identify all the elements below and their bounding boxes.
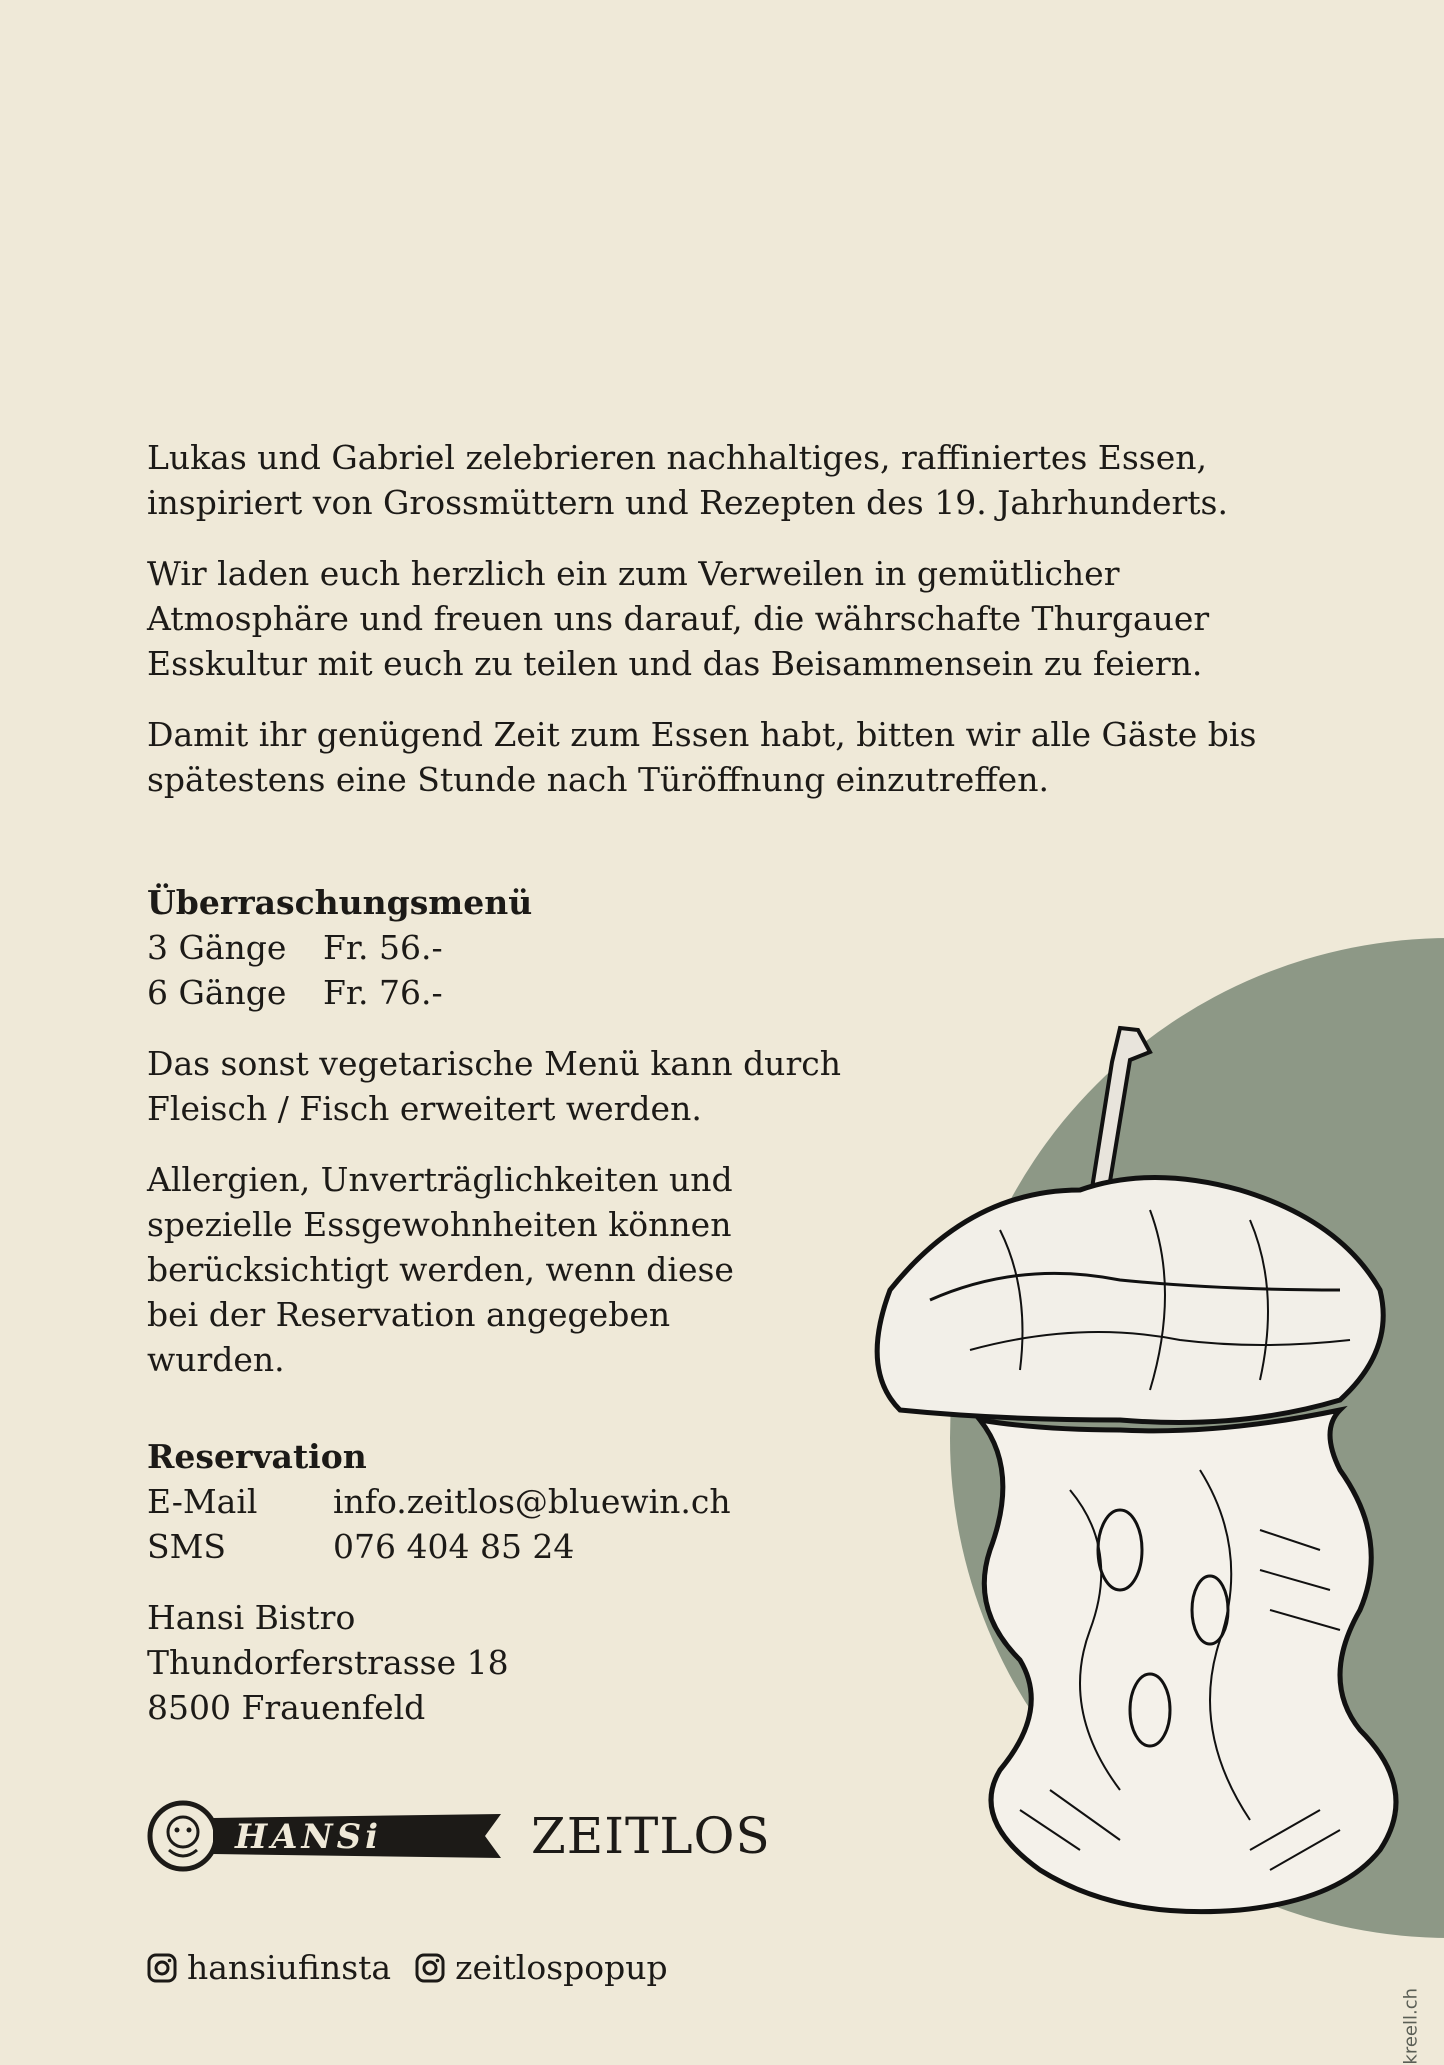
zeitlos-wordmark: ZEITLOS <box>531 1807 771 1865</box>
page-content <box>147 435 1327 1730</box>
email-label: E-Mail <box>147 1482 258 1521</box>
sms-row <box>147 1524 907 1569</box>
instagram-icon <box>415 1953 445 1983</box>
menu-price: Fr. 76.- <box>323 973 443 1012</box>
menu-option <box>147 970 907 1015</box>
sms-number[interactable]: 076 404 85 24 <box>333 1527 575 1566</box>
reservation-section <box>147 1434 907 1730</box>
social-handle-hansi[interactable] <box>147 1948 391 1987</box>
hansi-logo <box>147 1800 501 1872</box>
instagram-icon <box>147 1953 177 1983</box>
social-handle-zeitlos[interactable] <box>415 1948 668 1987</box>
social-handle-text: zeitlospopup <box>455 1948 668 1987</box>
menu-section <box>147 880 907 1382</box>
address-street: Thundorferstrasse 18 <box>147 1643 509 1682</box>
social-row <box>147 1948 692 1987</box>
logo-row <box>147 1800 771 1872</box>
intro-section <box>147 435 1327 802</box>
vegetarian-note: Das sonst vegetarische Menü kann durch Fleisch / Fisch erweitert werden. <box>147 1044 841 1128</box>
reservation-title: Reservation <box>147 1437 367 1476</box>
email-row <box>147 1479 907 1524</box>
menu-courses: 3 Gänge <box>147 928 287 967</box>
menu-option <box>147 925 907 970</box>
address-city: 8500 Frauenfeld <box>147 1688 426 1727</box>
intro-paragraph: Wir laden euch herzlich ein zum Verweilen in gemütlicher Atmosphäre und freuen uns darauf, die währschafte Thurgauer Esskultur mit euch zu teilen und das Beisammensein zu feiern. <box>147 554 1210 683</box>
menu-price: Fr. 56.- <box>323 928 443 967</box>
hansi-logo-text: HANSi <box>235 1817 383 1857</box>
email-link[interactable]: info.zeitlos@bluewin.ch <box>333 1482 731 1521</box>
sms-label: SMS <box>147 1527 227 1566</box>
social-handle-text: hansiufinsta <box>187 1948 392 1987</box>
menu-title: Überraschungsmenü <box>147 883 533 922</box>
credit-text: kreell.ch <box>1401 1988 1422 2065</box>
address-name: Hansi Bistro <box>147 1598 356 1637</box>
menu-courses: 6 Gänge <box>147 973 287 1012</box>
intro-paragraph: Lukas und Gabriel zelebrieren nachhaltiges, raffiniertes Essen, inspiriert von Grossmüttern und Rezepten des 19. Jahrhunderts. <box>147 438 1228 522</box>
intro-paragraph: Damit ihr genügend Zeit zum Essen habt, bitten wir alle Gäste bis spätestens eine Stunde nach Türöffnung einzutreffen. <box>147 715 1257 799</box>
allergy-note: Allergien, Unverträglichkeiten und spezielle Essgewohnheiten können berücksichtigt werden, wenn diese bei der Reservation angegeben wurden. <box>147 1160 734 1379</box>
